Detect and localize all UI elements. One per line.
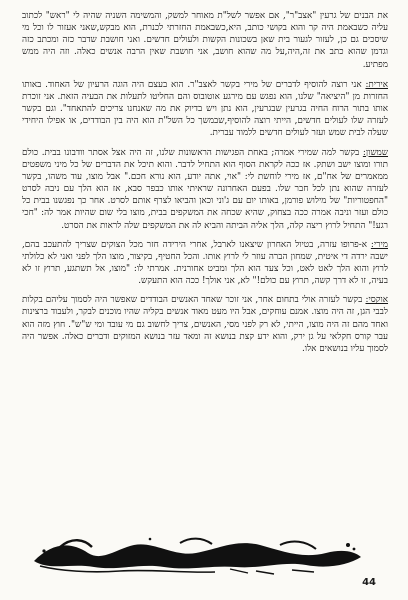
paragraph-1-text: את הבנים של גרעין "אצב"ר", אם אפשר לשל"ת מאוחר למשק, והמשימה השניה שהיה לי "ראש" לכתוב עליה כשבאמת היה קר והוא בקושי כותב, היא,כשבאמת החזרתי לכנרת, הוא מבקש,שאני אעזור לו וכל מי שיסכים גם כן, לעזור לגעור בית שאן בשכונות הקשות ולעולים חדשים. ואני חושבת שדבר כזה ומכתב כזה וגדמן שהוא כתב את זה,היה,על מה שהוא חושב, אני חושבת שאין הרבה אנשים כאלה. וזה היה ממש מפתיע. [22, 11, 388, 70]
paragraph-5 [22, 294, 388, 355]
paragraph-4 [22, 239, 388, 288]
paragraph-2-text: אני רוצה להוסיף לדברים של מירי בקשר לאצב"ר. הוא בעצם היה הוגה הרעיון של האחוד. באותו החזרות מן "היציאה" שלנו, הוא נפגש עם מירגע אוטובוס והם החליטו לתעלות את הבעיה הזאת. אני זוכרת אותו בתור הרוח החיה בגרעין שבגרעין, הוא נתן ויש בדיוק את מה שאנחנו צריכים להתאחד". וגם בקשר לעזרה שלו לעולים חדשים, הייתי רוצה להוסיף,שבמשך כל השל"ת הוא היה בין הבודדים, או אפילו היחידי שעלה לבית שמש ועזר לעולים חדשים ללמוד עברית. [22, 79, 388, 139]
page-number: 44 [362, 577, 376, 588]
speaker-label: אירית: [365, 79, 389, 90]
speaker-label: שמשון: [362, 147, 389, 158]
paragraph-3 [22, 147, 388, 232]
brush-stroke-illustration [30, 535, 365, 575]
speaker-label: אוקסי: [365, 295, 389, 306]
speaker-label: מירי: [370, 239, 388, 250]
paragraph-2 [22, 79, 388, 140]
page-text [22, 10, 388, 362]
paragraph-5-text: בקשר לעזרה אולי בתחום אחר, אני זוכר שאחד האנשים הבודדים שאפשר היה לסמוך עליהם בקלות לבבי הגן, זה היה מוצו. אמנם עוחקים, אבל היו מעט מאוד אנשים בקליה שהיו מוכנים לבקר, ולעבוד ברצינות ואחד מהם זה היה מוצו, הייתי, לא רק לפני מסי, האנשים, צריך לחשוב גם מי עובד ומי ש"ש". חוץ מזה הוא עבר קורס חקלאי על גן ירק, והוא ידע קצת בנושא זה ומאד עזר בנושא המזוקים ודברים כאלה. אפשר היה לסמוך עליו בנושאים אלו. [22, 295, 388, 354]
paragraph-3-text: בקשר למה שמירי אמרה; באחת הפגישות הראשונות שלנו, זה היה אצל אסתר וודבונו בבית. כולם תורו ומוצו ישב ושתק. אז ככה לקראת הסוף הוא התחיל לדבר. והוא תיכל את הדברים של כל מיני משפטים ממאמרים של אח"ם, אז מירי לוחשת לי: "אוי, אתה יודע, הוא נורא חכם." אבל מוצו, עוד משהו, בקשר לעזרה שהוא נתן לכל חבר שלו. בפעם האחרונה שראיתי אותו כבפר סבא, אז הוא הלך עם ניבה לסרט "החפטוריות" של מילוש פורמן, באותו יום עם ג'וני וכאן והביאו לצרף אותם לסרט. אחר כך נפגשנו בבית כל כולם ועזר וניבה אמרה ככה בצחוק, שהיא שכחה את המשקפים בבית, מוצו בלי שום שהיות אמר לה: "חכי רגע!" התחיל לרוץ ריצה קלה, הלך אליה הביתה והביא לה את המשקפים שלה לראות את הסרט. [22, 147, 388, 231]
paragraph-4-text: א-פרופו עזרה, בטיול האחרון שיצאנו לארבל, אחרי הירידה חזר מכל הצוקים שצריך להתעכב בהם, ישבה ירדה די איטית, שמחון הברה עוזר לי לרוץ אותו. והכל החטיף, בקיצור, מוצו הלך לפני ואני לא כלולתי לרוץ והוא הלך לאט לאט, וכל צעד הוא הלך ומביט אחורנית. אמרתי לו: "מוצו, אל תשתגע, תרוץ זו לא בעיה, זו לא דרך קשה, תרוץ עם כולם!" לא, אני אולך! ככה הוא התעקש. [22, 239, 388, 287]
paragraph-1 [22, 10, 388, 71]
